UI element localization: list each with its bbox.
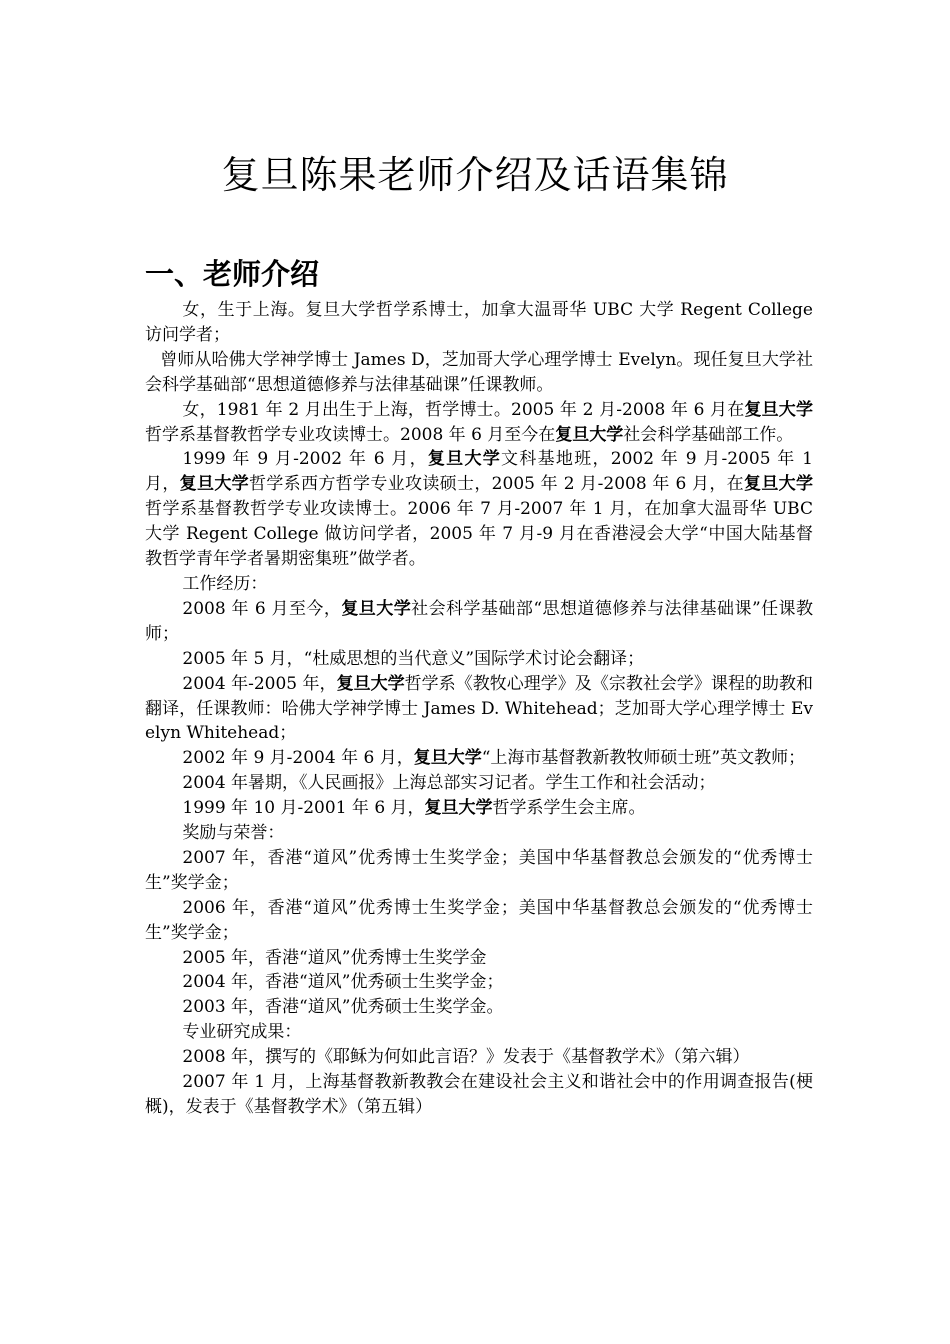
paragraph <box>145 572 813 597</box>
paragraph <box>145 1045 813 1070</box>
section-heading-teacher-intro: 一、老师介绍 <box>145 257 320 291</box>
bold-text-run: 复旦大学 <box>336 673 405 694</box>
text-run: 2007 年，香港“道风”优秀博士生奖学金；美国中华基督教总会颁发的“优秀博士生”奖学金； <box>145 847 813 893</box>
text-run: 哲学系基督教哲学专业攻读博士。2008 年 6 月至今在 <box>145 424 556 445</box>
paragraph <box>145 771 813 796</box>
paragraph <box>145 647 813 672</box>
text-run: 哲学系基督教哲学专业攻读博士。2006 年 7 月-2007 年 1 月，在加拿大温哥华 UBC 大学 Regent College 做访问学者，2005 年 7 月-9 月在香港浸会大学“中国大陆基督教哲学青年学者暑期密集班”做学者。 <box>145 499 813 570</box>
text-run: 2004 年，香港“道风”优秀硕士生奖学金； <box>182 972 504 993</box>
text-run: 哲学系西方哲学专业攻读硕士，2005 年 2 月-2008 年 6 月，在 <box>249 474 745 495</box>
paragraph <box>145 1020 813 1045</box>
bold-text-run: 复旦大学 <box>555 424 624 445</box>
text-run: 工作经历： <box>182 573 268 594</box>
paragraph <box>145 597 813 647</box>
bold-text-run: 复旦大学 <box>179 474 250 495</box>
text-run: 2004 年-2005 年， <box>182 673 337 694</box>
paragraph <box>145 1070 813 1120</box>
text-run: 1999 年 10 月-2001 年 6 月， <box>182 798 425 819</box>
text-run: 2005 年，香港“道风”优秀博士生奖学金 <box>182 947 487 968</box>
paragraph <box>145 821 813 846</box>
text-run: 社会科学基础部“思想道德修养与法律基础课”任课教师； <box>145 598 814 644</box>
text-run: 2002 年 9 月-2004 年 6 月， <box>182 748 414 769</box>
paragraph <box>145 946 813 971</box>
text-run: 2008 年，撰写的《耶稣为何如此言语？》发表于《基督教学术》（第六辑） <box>182 1047 750 1068</box>
paragraph <box>145 995 813 1020</box>
text-run: 女，1981 年 2 月出生于上海，哲学博士。2005 年 2 月-2008 年 6 月在 <box>182 399 745 420</box>
bold-text-run: 复旦大学 <box>424 798 493 819</box>
text-run: 2008 年 6 月至今， <box>182 598 342 619</box>
text-run: 哲学系《教牧心理学》及《宗教社会学》课程的助教和翻译，任课教师：哈佛大学神学博士 James D. Whitehead；芝加哥大学心理学博士 Evelyn Whitehead； <box>145 673 814 744</box>
text-run: 奖励与荣誉： <box>182 823 285 844</box>
paragraph <box>145 398 813 448</box>
text-run: “上海市基督教新教牧师硕士班”英文教师； <box>481 748 806 769</box>
text-run: 专业研究成果： <box>182 1022 302 1043</box>
text-run: 社会科学基础部工作。 <box>623 424 794 445</box>
bold-text-run: 复旦大学 <box>427 449 502 470</box>
text-run: 2006 年，香港“道风”优秀博士生奖学金；美国中华基督教总会颁发的“优秀博士生”奖学金； <box>145 897 813 943</box>
document-title: 复旦陈果老师介绍及话语集锦 <box>221 153 729 197</box>
paragraph <box>145 298 813 348</box>
paragraph <box>145 796 813 821</box>
bold-text-run: 复旦大学 <box>744 399 813 420</box>
paragraph <box>145 746 813 771</box>
paragraph <box>145 896 813 946</box>
text-run: 2007 年 1 月，上海基督教新教教会在建设社会主义和谐社会中的作用调查报告(梗概)，发表于《基督教学术》（第五辑） <box>145 1072 813 1117</box>
paragraph <box>145 846 813 896</box>
text-run: 文科基地班，2002 年 9 月-2005 年 1 月， <box>145 449 813 495</box>
paragraph <box>145 447 813 572</box>
bold-text-run: 复旦大学 <box>413 748 482 769</box>
paragraph <box>145 672 813 747</box>
text-run: 2004 年暑期，《人民画报》上海总部实习记者。学生工作和社会活动； <box>182 773 716 794</box>
text-run: 2005 年 5 月，“杜威思想的当代意义”国际学术讨论会翻译； <box>182 648 645 669</box>
bold-text-run: 复旦大学 <box>341 598 412 619</box>
text-run: 哲学系学生会主席。 <box>492 798 646 819</box>
text-run: 1999 年 9 月-2002 年 6 月， <box>182 449 428 470</box>
bold-text-run: 复旦大学 <box>744 474 814 495</box>
text-run: 曾师从哈佛大学神学博士 James D，芝加哥大学心理学博士 Evelyn。现任复旦大学社会科学基础部“思想道德修养与法律基础课”任课教师。 <box>145 349 813 395</box>
text-run: 2003 年，香港“道风”优秀硕士生奖学金。 <box>182 997 504 1018</box>
text-run: 女，生于上海。复旦大学哲学系博士，加拿大温哥华 UBC 大学 Regent College 访问学者； <box>145 300 813 345</box>
body-text <box>145 298 813 1120</box>
paragraph <box>145 970 813 995</box>
paragraph <box>145 348 813 398</box>
